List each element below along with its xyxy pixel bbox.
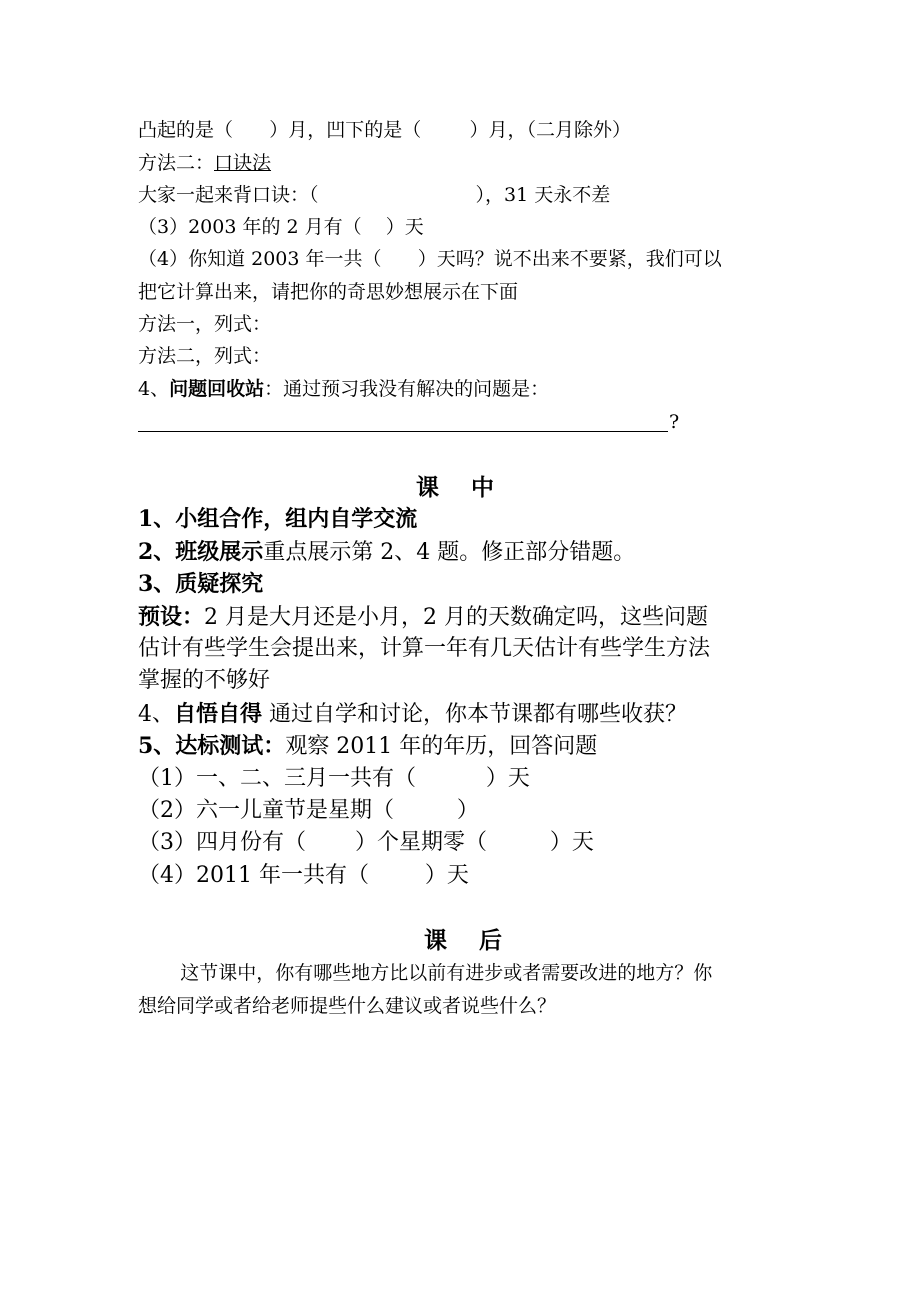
preset-label: 预设： — [138, 604, 205, 630]
in-class-item-2 — [138, 541, 635, 564]
test-question-3: （3）四月份有（ ）个星期零（ ）天 — [138, 830, 594, 855]
preview-line-2 — [138, 154, 271, 173]
in-class-item-3: 3、质疑探究 — [138, 571, 264, 597]
test-question-1: （1）一、二、三月一共有（ ）天 — [138, 766, 530, 791]
item-number: 4、 — [138, 702, 174, 727]
answer-underline — [138, 431, 668, 432]
self-reflection-label: 自悟自得 — [174, 701, 263, 727]
preview-line-5: （4）你知道 2003 年一共（ ）天吗？说不出来不要紧，我们可以 — [138, 248, 722, 270]
after-class-line-2: 想给同学或者给老师提些什么建议或者说些什么？ — [138, 995, 557, 1017]
test-question-2: （2）六一儿童节是星期（ ） — [138, 798, 479, 823]
question-recycle-line — [138, 380, 549, 399]
item-number: 4、 — [138, 378, 170, 400]
method-two-formula: 方法二，列式： — [138, 345, 272, 367]
class-showcase-label: 2、班级展示 — [138, 539, 264, 565]
after-class-line-1: 这节课中，你有哪些地方比以前有进步或者需要改进的地方？你 — [138, 962, 713, 984]
preset-text: 2 月是大月还是小月，2 月的天数确定吗，这些问题 — [204, 605, 708, 630]
preset-line-3: 掌握的不够好 — [138, 668, 271, 693]
question-mark: ? — [669, 411, 680, 433]
self-reflection-text: 通过自学和讨论，你本节课都有哪些收获？ — [262, 702, 688, 727]
method-two-label: 方法二： — [138, 152, 215, 174]
in-class-item-4 — [138, 703, 687, 726]
in-class-item-5 — [138, 735, 597, 758]
preview-line-1: 凸起的是（ ）月，凹下的是（ ）月，（二月除外） — [138, 119, 632, 141]
class-showcase-text: 重点展示第 2、4 题。修正部分错题。 — [263, 540, 636, 565]
test-question-4: （4）2011 年一共有（ ）天 — [138, 863, 469, 888]
question-recycle-prompt: ：通过预习我没有解决的问题是： — [264, 378, 550, 400]
in-class-item-1: 1、小组合作，组内自学交流 — [138, 506, 418, 532]
section-title-after-class: 课 后 — [424, 927, 503, 954]
section-title-in-class: 课 中 — [416, 474, 495, 501]
preset-line-2: 估计有些学生会提出来，计算一年有几天估计有些学生方法 — [138, 636, 711, 661]
method-one-formula: 方法一，列式： — [138, 313, 272, 335]
preview-line-4: （3）2003 年的 2 月有（ ）天 — [138, 216, 424, 238]
standard-test-label: 5、达标测试： — [138, 733, 286, 759]
preview-line-3: 大家一起来背口诀：（ ），31 天永不差 — [138, 184, 611, 206]
preset-line-1 — [138, 606, 708, 629]
standard-test-text: 观察 2011 年的年历，回答问题 — [285, 734, 598, 759]
preview-line-6: 把它计算出来，请把你的奇思妙想展示在下面 — [138, 281, 519, 303]
mnemonic-method-label: 口诀法 — [214, 152, 272, 174]
question-recycle-label: 问题回收站 — [169, 378, 265, 400]
